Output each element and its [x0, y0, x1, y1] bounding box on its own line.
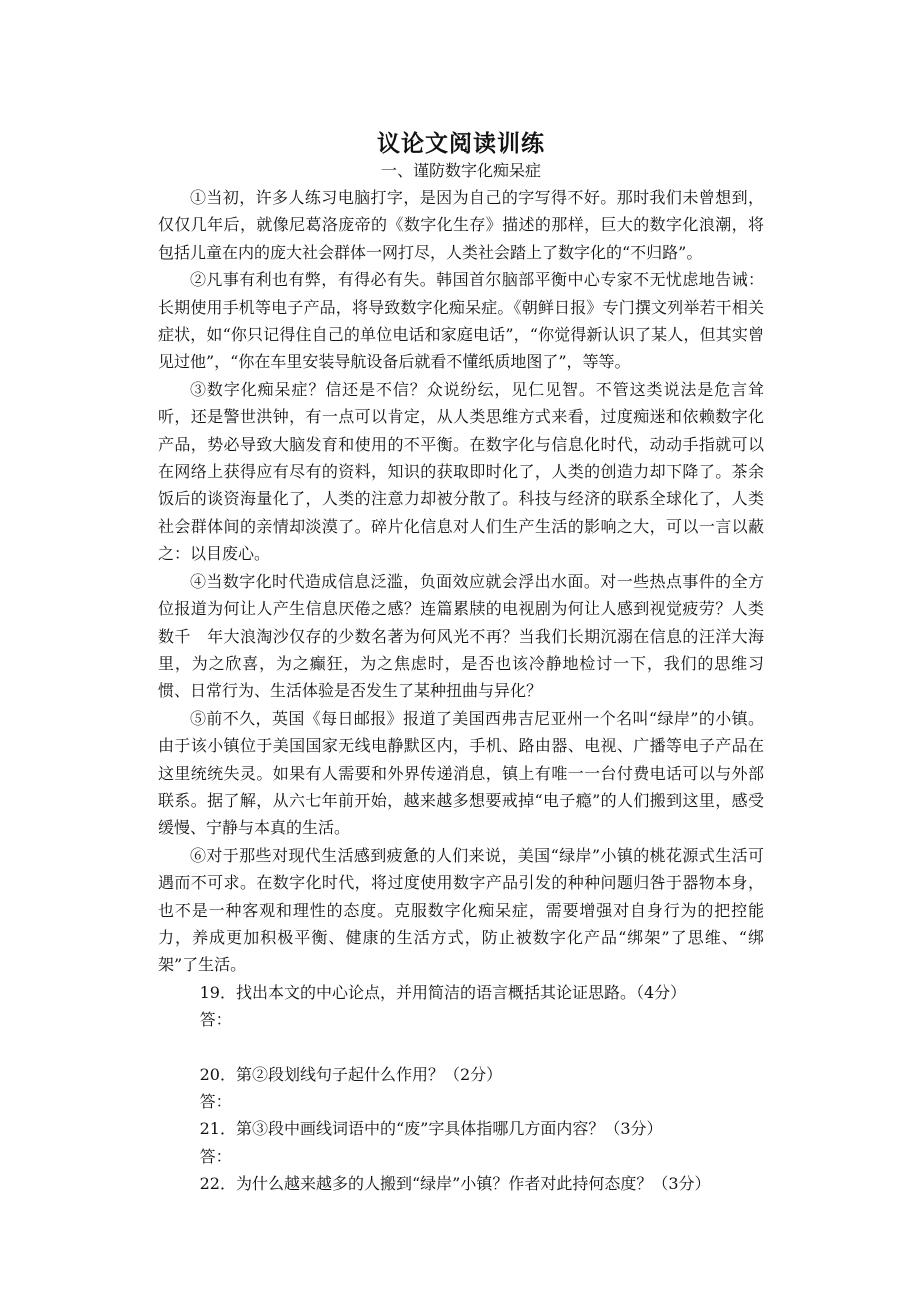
question-20: 20．第②段划线句子起什么作用？（2分） [199, 1064, 503, 1084]
question-21: 21．第③段中画线词语中的“废”字具体指哪几方面内容？（3分） [199, 1119, 663, 1139]
section-subtitle: 一、谨防数字化痴呆症 [380, 161, 541, 180]
paragraph-3: ③数字化痴呆症？信还是不信？众说纷纭，见仁见智。不管这类说法是危言耸听，还是警世洪钟，有一点可以肯定，从人类思维方式来看，过度痴迷和依赖数字化产品，势必导致大脑发育和使用的不平衡。在数字化与信息化时代，动动手指就可以在网络上获得应有尽有的资料，知识的获取即时化了，人类的创造力却下降了。茶余饭后的谈资海量化了，人类的注意力却被分散了。科技与经济的联系全球化了，人类社会群体间的亲情却淡漠了。碎片化信息对人们生产生活的影响之大，可以一言以蔽之：以目废心。 [158, 379, 764, 564]
answer-label-20: 答： [199, 1092, 232, 1111]
paragraph-2: ②凡事有利也有弊，有得必有失。韩国首尔脑部平衡中心专家不无忧虑地告诫：长期使用手机等电子产品，将导致数字化痴呆症。《朝鲜日报》专门撰文列举若干相关症状，如“你只记得住自己的单位电话和家庭电话”，“你觉得新认识了某人，但其实曾见过他”，“你在车里安装导航设备后就看不懂纸质地图了”，等等。 [158, 270, 764, 372]
paragraph-4: ④当数字化时代造成信息泛滥，负面效应就会浮出水面。对一些热点事件的全方位报道为何让人产生信息厌倦之感？连篇累牍的电视剧为何让人感到视觉疲劳？人类数千 年大浪淘沙仅存的少数名著为何风光不再？当我们长期沉溺在信息的汪洋大海里，为之欣喜，为之癫狂，为之焦虑时，是否也该冷静地检讨一下，我们的思维习惯、日常行为、生活体验是否发生了某种扭曲与异化？ [158, 571, 764, 701]
answer-label-21: 答： [199, 1146, 232, 1166]
answer-space-19 [158, 1034, 764, 1061]
paragraph-6: ⑥对于那些对现代生活感到疲惫的人们来说，美国“绿岸”小镇的桃花源式生活可遇而不可求。在数字化时代，将过度使用数字产品引发的种种问题归咎于器物本身，也不是一种客观和理性的态度。克服数字化痴呆症，需要增强对自身行为的把控能力，养成更加积极平衡、健康的生活方式，防止被数字化产品“绑架”了思维、“绑架”了生活。 [158, 845, 764, 975]
question-22: 22．为什么越来越多的人搬到“绿岸”小镇？作者对此持何态度？（3分） [199, 1174, 711, 1194]
answer-label-19: 答： [199, 1010, 232, 1030]
question-19: 19．找出本文的中心论点，并用简洁的语言概括其论证思路。（4分） [199, 982, 687, 1002]
page-title: 议论文阅读训练 [377, 130, 545, 157]
document-page [158, 128, 764, 1198]
paragraph-5: ⑤前不久，英国《每日邮报》报道了美国西弗吉尼亚州一个名叫“绿岸”的小镇。由于该小镇位于美国国家无线电静默区内，手机、路由器、电视、广播等电子产品在这里统统失灵。如果有人需要和外界传递消息，镇上有唯一一台付费电话可以与外部联系。据了解，从六七年前开始，越来越多想要戒掉“电子瘾”的人们搬到这里，感受缓慢、宁静与本真的生活。 [158, 708, 764, 838]
paragraph-1: ①当初，许多人练习电脑打字，是因为自己的字写得不好。那时我们未曾想到，仅仅几年后，就像尼葛洛庞帝的《数字化生存》描述的那样，巨大的数字化浪潮，将包括儿童在内的庞大社会群体一网打尽，人类社会踏上了数字化的“不归路”。 [158, 188, 764, 262]
